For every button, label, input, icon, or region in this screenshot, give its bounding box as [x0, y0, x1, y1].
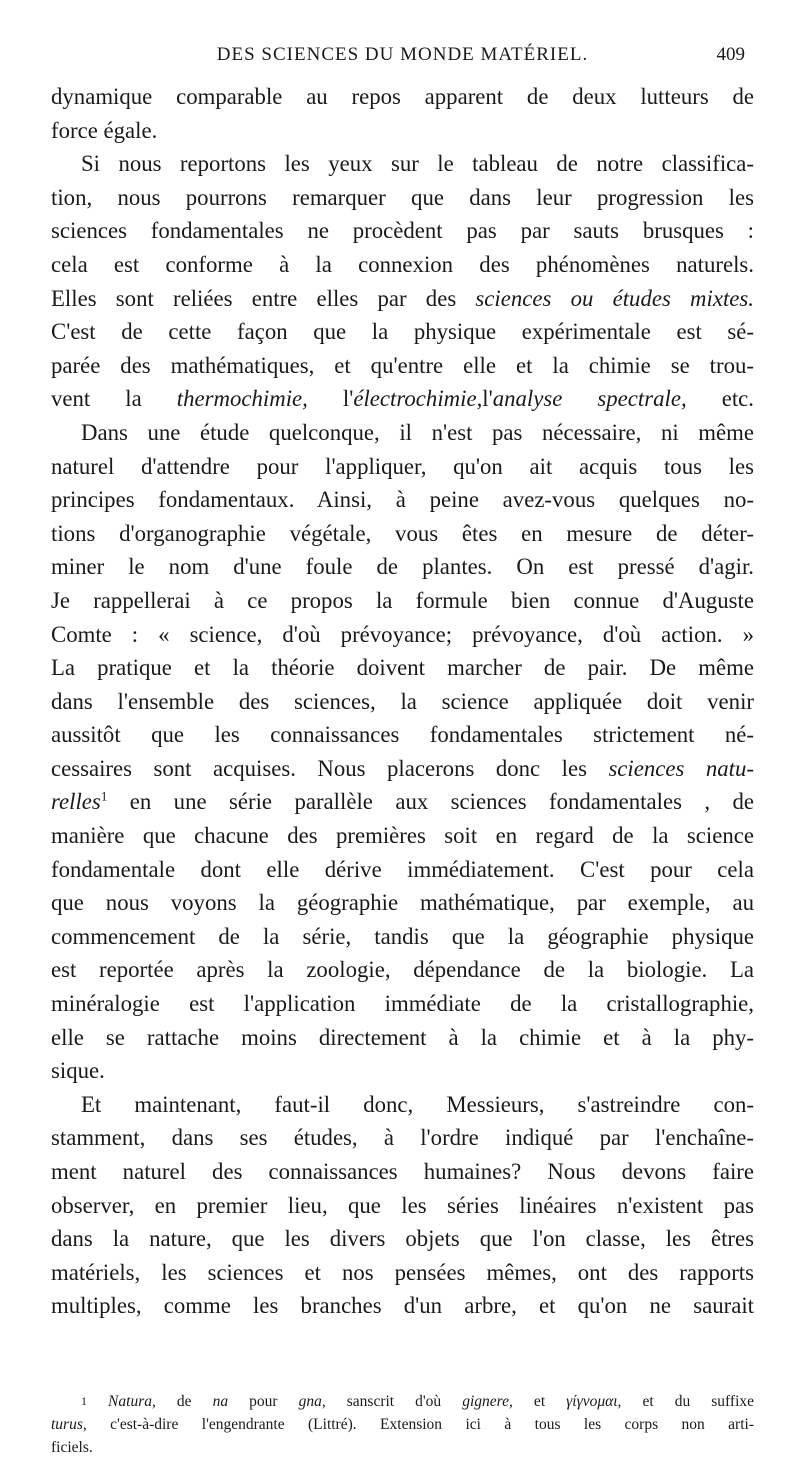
text-line: fondamentale dont elle dérive immédiatement. C'est pour cela — [51, 856, 754, 882]
text-line: est reportée après la zoologie, dépendance de la biologie. La — [51, 957, 754, 983]
footnote-text: et — [512, 1393, 567, 1410]
text-line: minéralogie est l'application immédiate de la cristallographie, — [51, 991, 754, 1017]
italic-term: électrochimie, — [353, 386, 483, 412]
text-line: C'est de cette façon que la physique expérimentale est sé- — [51, 319, 754, 345]
text-line: sique. — [51, 1058, 105, 1084]
footnote-text: et du suffixe — [621, 1393, 754, 1410]
text-line: dans la nature, que les divers objets que l'on classe, les êtres — [51, 1226, 754, 1252]
text-line: que nous voyons la géographie mathématique, par exemple, au — [51, 890, 754, 916]
text-line: ment naturel des connaissances humaines? Nous devons faire — [51, 1159, 754, 1184]
italic-term: relles — [51, 789, 101, 815]
italic-term: thermochimie, — [176, 386, 308, 412]
footnote-text: sanscrit d'où — [325, 1393, 463, 1410]
text-line: stamment, dans ses études, à l'ordre indiqué par l'enchaîne- — [51, 1125, 754, 1151]
text-line: dans l'ensemble des sciences, la science appliquée doit venir — [51, 688, 754, 714]
footnote-italic: turus, — [51, 1416, 87, 1433]
footnote-italic: Natura, — [108, 1393, 156, 1410]
text-line: sciences fondamentales ne procèdent pas par sauts brusques : — [51, 218, 754, 244]
body-text — [51, 80, 754, 1323]
footnote-italic: gna, — [298, 1393, 326, 1410]
text-line: Comte : « science, d'où prévoyance; prévoyance, d'où action. » — [51, 621, 754, 647]
italic-term: sciences ou études mixtes. — [475, 285, 754, 311]
text-line: aussitôt que les connaissances fondamentales strictement né- — [51, 722, 754, 748]
text-line: dynamique comparable au repos apparent de deux lutteurs de — [51, 84, 754, 109]
text-segment: etc. — [721, 386, 754, 412]
running-title: DES SCIENCES DU MONDE MATÉRIEL. — [216, 44, 589, 65]
text-line: Et maintenant, faut-il donc, Messieurs, s'astreindre con- — [81, 1091, 754, 1117]
text-line: tions d'organographie végétale, vous êtes en mesure de déter- — [51, 520, 754, 546]
text-segment: en une série parallèle aux sciences fondamentales , de — [129, 789, 754, 815]
text-segment: Elles sont reliées entre elles par des — [51, 285, 457, 311]
footnote-text: c'est-à-dire l'engendrante (Littré). Extension ici à tous les corps non arti- — [86, 1416, 754, 1433]
text-line: naturel d'attendre pour l'appliquer, qu'on ait acquis tous les — [51, 453, 754, 479]
footnote-mark: 1 — [81, 1394, 87, 1408]
footnote-italic: na — [212, 1393, 229, 1410]
footnote — [51, 1390, 754, 1459]
text-line: La pratique et la théorie doivent marcher de pair. De même — [51, 655, 754, 681]
text-line: Je rappellerai à ce propos la formule bien connue d'Auguste — [51, 587, 754, 613]
footnote-text: de — [155, 1393, 213, 1410]
footnote-italic: gignere, — [462, 1393, 513, 1410]
text-line: Dans une étude quelconque, il n'est pas nécessaire, ni même — [81, 419, 754, 445]
footnote-italic: γίγνομαι, — [566, 1393, 622, 1410]
text-line: Si nous reportons les yeux sur le tableau de notre classifica- — [81, 151, 754, 177]
footnote-line — [51, 1413, 754, 1436]
text-line — [51, 752, 754, 786]
footnote-line: ficiels. — [51, 1439, 93, 1456]
text-segment: l' — [482, 386, 493, 412]
text-segment: vent la — [51, 386, 142, 412]
italic-term: sciences natu- — [608, 755, 754, 781]
text-line: observer, en premier lieu, que les séries linéaires n'existent pas — [51, 1192, 754, 1218]
text-line: tion, nous pourrons remarquer que dans leur progression les — [51, 184, 754, 210]
footnote-text: pour — [228, 1393, 299, 1410]
text-line: parée des mathématiques, et qu'entre elle et la chimie se trou- — [51, 352, 754, 378]
text-line: force égale. — [51, 117, 158, 143]
text-line: matériels, les sciences et nos pensées mêmes, ont des rapports — [51, 1259, 754, 1285]
text-line: cela est conforme à la connexion des phénomènes naturels. — [51, 251, 754, 277]
footnote-ref[interactable]: 1 — [100, 788, 108, 804]
text-line — [51, 785, 754, 819]
italic-term: analyse spectrale, — [492, 386, 687, 412]
text-line: elle se rattache moins directement à la chimie et à la phy- — [51, 1024, 754, 1050]
page-header — [60, 44, 745, 74]
text-line — [51, 382, 754, 416]
footnote-line — [51, 1390, 754, 1413]
text-line: manière que chacune des premières soit en regard de la science — [51, 823, 754, 849]
text-segment: cessaires sont acquises. Nous placerons donc les — [51, 755, 587, 781]
text-line: commencement de la série, tandis que la géographie physique — [51, 923, 754, 949]
page-number: 409 — [716, 44, 745, 65]
text-segment: l' — [342, 386, 354, 412]
text-line: principes fondamentaux. Ainsi, à peine avez-vous quelques no- — [51, 487, 754, 513]
text-line: miner le nom d'une foule de plantes. On est pressé d'agir. — [51, 554, 754, 580]
text-line: multiples, comme les branches d'un arbre, et qu'on ne saurait — [51, 1293, 754, 1319]
text-line — [51, 282, 754, 316]
